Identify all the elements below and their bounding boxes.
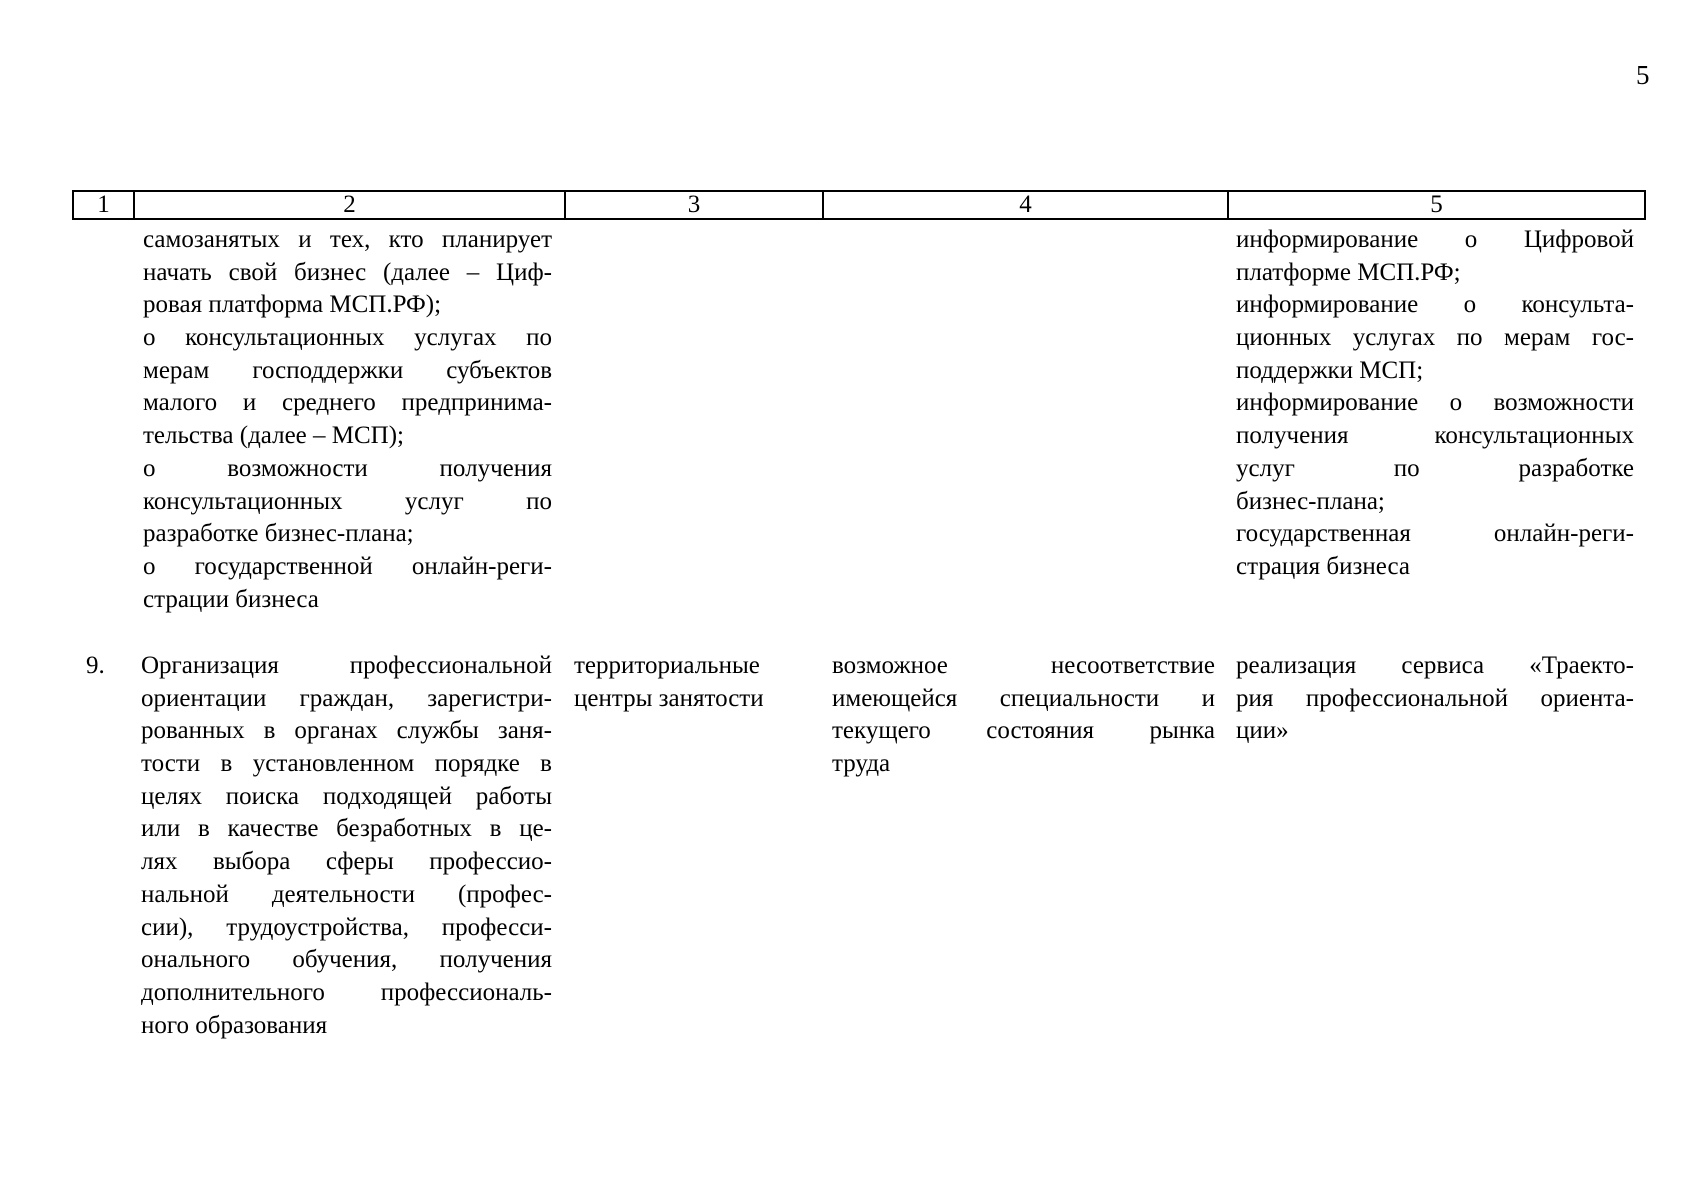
text-line: о консультационных услугах по xyxy=(143,324,552,352)
text-line: Организация профессиональной xyxy=(141,652,552,679)
text-line: услуг по разработке xyxy=(1236,454,1634,482)
text-line: информирование о консульта- xyxy=(1236,291,1634,319)
text-line: консультационных услуг по xyxy=(143,487,552,515)
row9-col2 xyxy=(141,650,552,1042)
header-cell-2: 2 xyxy=(135,192,566,218)
text-line: мерам господдержки субъектов xyxy=(143,356,552,384)
text-line: государственная онлайн-реги- xyxy=(1236,520,1634,548)
header-cell-4: 4 xyxy=(824,192,1229,218)
text-line: возможное несоответствие xyxy=(832,652,1215,679)
text-line: территориальные xyxy=(574,652,760,679)
text-line: нальной деятельности (профес- xyxy=(141,880,552,908)
table-header-row xyxy=(72,190,1646,220)
continued-row-col2 xyxy=(143,224,552,616)
row9-col5 xyxy=(1236,650,1634,748)
text-line: тельства (далее – МСП); xyxy=(143,422,404,450)
text-line: платформе МСП.РФ; xyxy=(1236,258,1461,286)
text-line: ровая платформа МСП.РФ); xyxy=(143,291,442,319)
text-line: разработке бизнес-плана; xyxy=(143,520,414,548)
text-line: страция бизнеса xyxy=(1236,552,1410,580)
text-line: целях поиска подходящей работы xyxy=(141,782,552,810)
row9-col4 xyxy=(832,650,1215,781)
text-line: труда xyxy=(832,750,891,778)
text-line: или в качестве безработных в це- xyxy=(141,815,552,843)
header-cell-1: 1 xyxy=(74,192,135,218)
row9-col3 xyxy=(574,650,792,715)
text-line: лях выбора сферы профессио- xyxy=(141,848,552,876)
text-line: поддержки МСП; xyxy=(1236,356,1424,384)
text-line: малого и среднего предпринима- xyxy=(143,389,552,417)
text-line: онального обучения, получения xyxy=(141,946,552,974)
text-line: центры занятости xyxy=(574,684,764,712)
text-line: начать свой бизнес (далее – Циф- xyxy=(143,258,552,286)
text-line: информирование о Цифровой xyxy=(1236,226,1634,253)
text-line: ционных услугах по мерам гос- xyxy=(1236,324,1634,352)
continued-row-col5 xyxy=(1236,224,1634,584)
page-number: 5 xyxy=(1636,60,1650,90)
text-line: информирование о возможности xyxy=(1236,389,1634,417)
text-line: рия профессиональной ориента- xyxy=(1236,684,1634,712)
text-line: рованных в органах службы заня- xyxy=(141,717,552,745)
text-line: ориентации граждан, зарегистри- xyxy=(141,684,552,712)
text-line: бизнес-плана; xyxy=(1236,487,1385,515)
text-line: о государственной онлайн-реги- xyxy=(143,552,552,580)
text-line: дополнительного профессиональ- xyxy=(141,978,552,1006)
text-line: имеющейся специальности и xyxy=(832,684,1215,712)
text-line: получения консультационных xyxy=(1236,422,1634,450)
text-line: текущего состояния рынка xyxy=(832,717,1215,745)
text-line: о возможности получения xyxy=(143,454,552,482)
text-line: тости в установленном порядке в xyxy=(141,750,552,778)
text-line: ного образования xyxy=(141,1011,328,1039)
text-line: реализация сервиса «Траекто- xyxy=(1236,652,1634,679)
text-line: сии), трудоустройства, професси- xyxy=(141,913,552,941)
header-cell-3: 3 xyxy=(566,192,824,218)
text-line: ции» xyxy=(1236,717,1289,745)
text-line: самозанятых и тех, кто планирует xyxy=(143,226,552,253)
row-number: 9. xyxy=(86,652,105,679)
header-cell-5: 5 xyxy=(1430,191,1443,218)
text-line: страции бизнеса xyxy=(143,585,319,613)
